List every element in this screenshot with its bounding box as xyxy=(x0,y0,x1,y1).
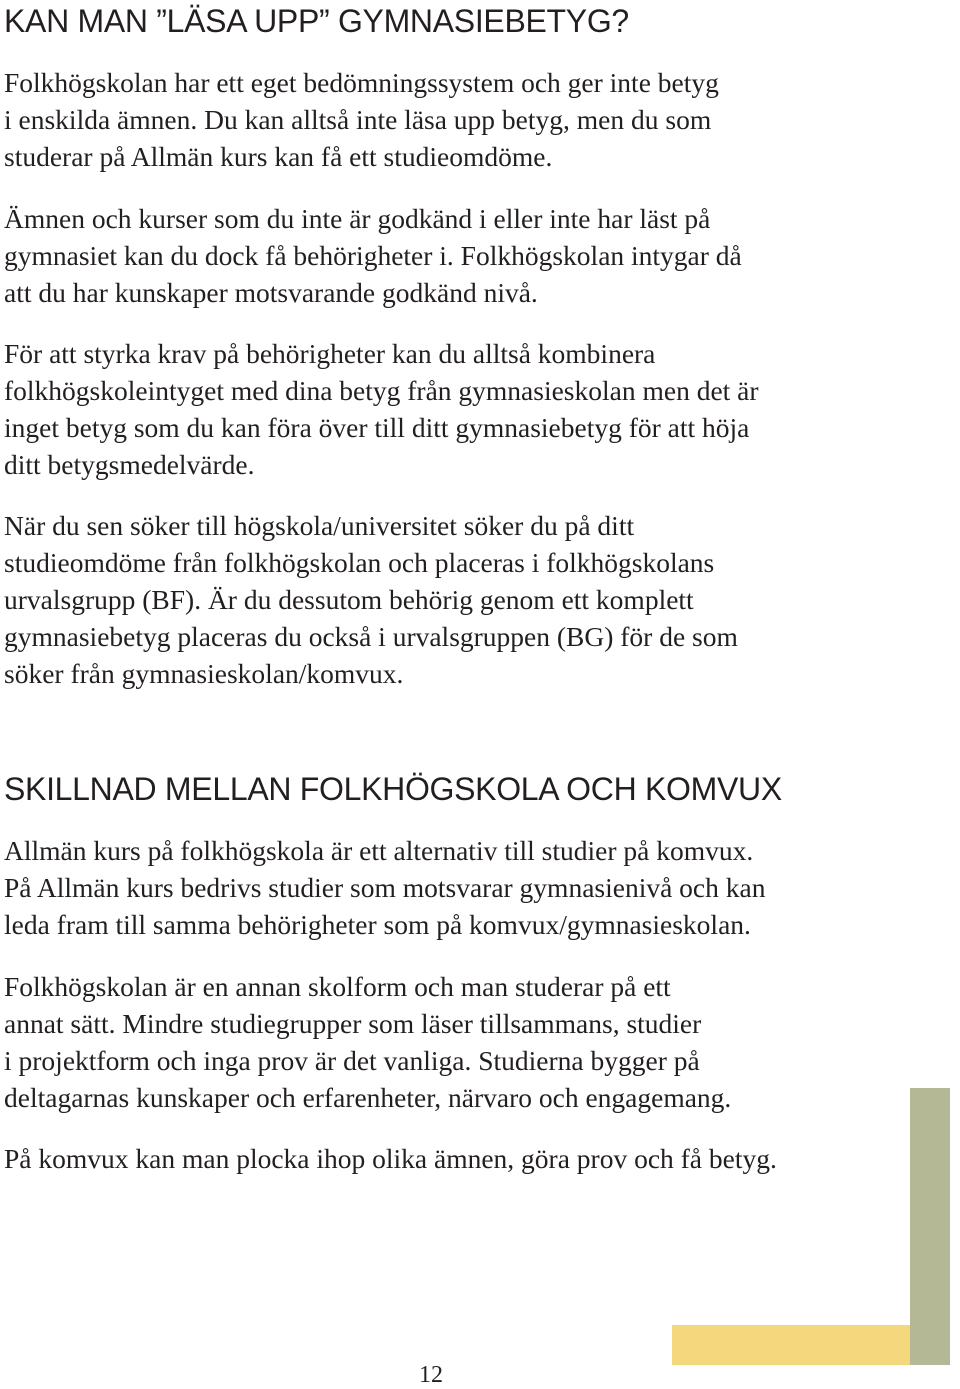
decorative-bar-horizontal xyxy=(672,1325,910,1365)
paragraph-behorigheter xyxy=(4,200,904,311)
paragraph-allman-kurs xyxy=(4,832,904,943)
text-line: annat sätt. Mindre studiegrupper som läser tillsammans, studier xyxy=(4,1008,702,1039)
decorative-bar-vertical xyxy=(910,1088,950,1365)
text-line: Folkhögskolan har ett eget bedömningssystem och ger inte betyg xyxy=(4,67,719,98)
text-line: Ämnen och kurser som du inte är godkänd i eller inte har läst på xyxy=(4,203,711,234)
section-heading-skillnad: SKILLNAD MELLAN FOLKHÖGSKOLA OCH KOMVUX xyxy=(4,771,782,807)
text-line: För att styrka krav på behörigheter kan du alltså kombinera xyxy=(4,338,656,369)
section-heading-lasa-upp: KAN MAN ”LÄSA UPP” GYMNASIEBETYG? xyxy=(4,3,629,39)
text-line: söker från gymnasieskolan/komvux. xyxy=(4,658,404,689)
text-line: inget betyg som du kan föra över till ditt gymnasiebetyg för att höja xyxy=(4,412,750,443)
paragraph-urvalsgrupp xyxy=(4,507,904,692)
text-line: studerar på Allmän kurs kan få ett studieomdöme. xyxy=(4,141,553,172)
text-line: i enskilda ämnen. Du kan alltså inte läsa upp betyg, men du som xyxy=(4,104,712,135)
text-line: Folkhögskolan är en annan skolform och man studerar på ett xyxy=(4,971,671,1002)
text-line: gymnasiebetyg placeras du också i urvalsgruppen (BG) för de som xyxy=(4,621,738,652)
text-line: gymnasiet kan du dock få behörigheter i. Folkhögskolan intygar då xyxy=(4,240,742,271)
text-line: urvalsgrupp (BF). Är du dessutom behörig genom ett komplett xyxy=(4,584,694,615)
paragraph-skolform xyxy=(4,968,904,1116)
text-line: att du har kunskaper motsvarande godkänd nivå. xyxy=(4,277,538,308)
text-line: Allmän kurs på folkhögskola är ett alternativ till studier på komvux. xyxy=(4,835,754,866)
text-line: i projektform och inga prov är det vanliga. Studierna bygger på xyxy=(4,1045,700,1076)
paragraph-bedomningssystem xyxy=(4,64,904,175)
paragraph-styrka-krav xyxy=(4,335,904,483)
text-line: När du sen söker till högskola/universitet söker du på ditt xyxy=(4,510,635,541)
text-line: På komvux kan man plocka ihop olika ämnen, göra prov och få betyg. xyxy=(4,1143,777,1174)
text-line: studieomdöme från folkhögskolan och placeras i folkhögskolans xyxy=(4,547,715,578)
paragraph-komvux xyxy=(4,1140,904,1177)
page-number: 12 xyxy=(419,1362,443,1388)
text-line: ditt betygsmedelvärde. xyxy=(4,449,255,480)
text-line: folkhögskoleintyget med dina betyg från gymnasieskolan men det är xyxy=(4,375,759,406)
text-line: leda fram till samma behörigheter som på komvux/gymnasieskolan. xyxy=(4,909,751,940)
text-line: deltagarnas kunskaper och erfarenheter, närvaro och engagemang. xyxy=(4,1082,732,1113)
text-line: På Allmän kurs bedrivs studier som motsvarar gymnasienivå och kan xyxy=(4,872,766,903)
